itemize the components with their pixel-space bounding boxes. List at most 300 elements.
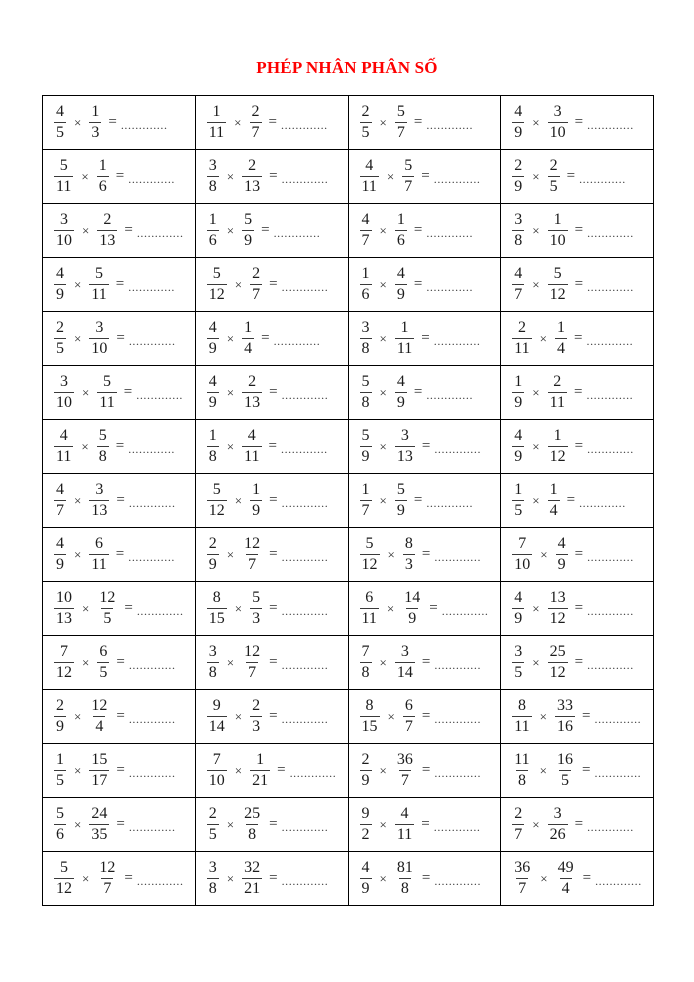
problem-row	[43, 420, 653, 474]
denominator-1: 13	[56, 610, 72, 627]
multiply-icon: ×	[379, 114, 387, 130]
denominator-2: 7	[103, 880, 112, 897]
equals-sign: =	[261, 222, 270, 238]
numerator-1: 3	[361, 319, 370, 337]
fraction-1	[512, 697, 531, 736]
answer-blank: .............	[434, 874, 482, 888]
problem-cell	[196, 744, 349, 797]
denominator-2: 3	[252, 610, 261, 627]
problem-cell	[43, 798, 196, 851]
numerator-1: 8	[517, 697, 526, 715]
equals-sign: =	[574, 546, 584, 562]
equals-sign: =	[429, 600, 438, 616]
numerator-1: 5	[365, 535, 374, 553]
numerator-1: 3	[514, 643, 523, 661]
fraction-1	[54, 589, 74, 628]
answer-blank: .............	[587, 280, 634, 294]
denominator-1: 8	[208, 664, 217, 681]
numerator-2: 5	[98, 427, 107, 445]
problem-cell	[43, 258, 196, 311]
fraction-2	[242, 373, 262, 412]
answer-blank: .............	[587, 550, 634, 564]
answer-blank: .............	[433, 334, 481, 348]
fraction-2	[402, 157, 414, 196]
denominator-2: 6	[396, 232, 405, 249]
equals-sign: =	[574, 276, 584, 292]
denominator-1: 9	[361, 448, 370, 465]
multiply-icon: ×	[226, 222, 235, 238]
fraction-1	[54, 697, 66, 736]
equals-sign: =	[421, 762, 431, 778]
denominator-2: 13	[244, 178, 261, 195]
problem-cell	[349, 798, 502, 851]
problem-cell	[43, 366, 196, 419]
problem-cell	[196, 582, 349, 635]
problem-cell	[43, 150, 196, 203]
worksheet-title: PHÉP NHÂN PHÂN SỐ	[256, 58, 438, 77]
denominator-1: 7	[361, 502, 370, 519]
denominator-2: 35	[91, 826, 108, 843]
fraction-1	[207, 805, 219, 844]
fraction-2	[395, 427, 415, 466]
fraction-1	[54, 427, 73, 466]
numerator-2: 3	[95, 319, 104, 337]
problem-row	[43, 636, 653, 690]
denominator-1: 8	[208, 448, 217, 465]
denominator-2: 13	[244, 394, 261, 411]
denominator-1: 8	[361, 664, 370, 681]
numerator-1: 3	[514, 211, 523, 229]
denominator-2: 13	[99, 232, 116, 249]
denominator-1: 8	[208, 178, 217, 195]
numerator-1: 4	[361, 211, 370, 229]
multiply-icon: ×	[81, 168, 89, 184]
equals-sign: =	[269, 168, 278, 184]
answer-blank: .............	[426, 496, 474, 510]
multiply-icon: ×	[74, 276, 82, 292]
fraction-2	[97, 373, 116, 412]
numerator-1: 4	[56, 481, 64, 499]
problem-cell	[349, 96, 502, 149]
fraction-1	[54, 535, 66, 574]
denominator-1: 8	[514, 232, 523, 249]
fraction-2	[548, 157, 560, 196]
denominator-1: 7	[56, 502, 64, 519]
fraction-1	[54, 805, 66, 844]
denominator-2: 10	[91, 340, 108, 357]
fraction-1	[54, 157, 73, 196]
equals-sign: =	[574, 654, 584, 670]
numerator-2: 5	[396, 481, 405, 499]
numerator-1: 1	[212, 103, 221, 121]
numerator-1: 3	[60, 373, 68, 391]
problem-cell	[43, 852, 196, 905]
multiply-icon: ×	[226, 546, 235, 562]
fraction-1	[512, 103, 524, 142]
answer-blank: .............	[281, 550, 329, 564]
equals-sign: =	[115, 168, 125, 184]
denominator-1: 5	[56, 124, 64, 141]
numerator-1: 5	[56, 805, 64, 823]
answer-blank: .............	[128, 172, 176, 186]
denominator-2: 7	[248, 664, 257, 681]
fraction-1	[360, 427, 372, 466]
problem-row	[43, 150, 653, 204]
equals-sign: =	[421, 654, 431, 670]
denominator-1: 5	[514, 502, 523, 519]
answer-blank: .............	[594, 712, 642, 726]
equals-sign: =	[116, 330, 125, 346]
fraction-2	[242, 805, 262, 844]
denominator-2: 8	[98, 448, 107, 465]
answer-blank: .............	[441, 604, 489, 618]
multiply-icon: ×	[74, 330, 82, 346]
fraction-2	[250, 265, 262, 304]
problem-row	[43, 690, 653, 744]
fraction-1	[207, 265, 227, 304]
equals-sign: =	[269, 600, 278, 616]
denominator-2: 5	[549, 178, 558, 195]
answer-blank: .............	[594, 766, 642, 780]
numerator-1: 5	[361, 373, 370, 391]
fraction-2	[89, 751, 109, 790]
fraction-1	[54, 481, 66, 520]
equals-sign: =	[421, 708, 431, 724]
fraction-1	[207, 697, 227, 736]
denominator-1: 15	[208, 610, 225, 627]
numerator-2: 5	[244, 211, 253, 229]
fraction-1	[54, 859, 74, 898]
numerator-2: 13	[549, 589, 566, 607]
denominator-1: 9	[56, 718, 64, 735]
denominator-2: 21	[244, 880, 261, 897]
answer-blank: .............	[281, 604, 329, 618]
equals-sign: =	[123, 384, 133, 400]
multiply-icon: ×	[82, 384, 90, 400]
denominator-1: 9	[514, 610, 523, 627]
numerator-2: 4	[247, 427, 256, 445]
problem-row	[43, 528, 653, 582]
equals-sign: =	[582, 870, 592, 886]
equals-sign: =	[269, 492, 278, 508]
fraction-2	[89, 103, 101, 142]
numerator-1: 4	[56, 265, 64, 283]
equals-sign: =	[115, 276, 125, 292]
fraction-2	[548, 427, 568, 466]
multiply-icon: ×	[539, 708, 547, 724]
denominator-1: 7	[361, 232, 370, 249]
denominator-2: 7	[251, 124, 260, 141]
numerator-2: 12	[244, 535, 261, 553]
answer-blank: .............	[281, 820, 329, 834]
problem-cell	[196, 150, 349, 203]
denominator-2: 7	[252, 286, 261, 303]
fraction-1	[207, 427, 219, 466]
fraction-2	[548, 589, 568, 628]
multiply-icon: ×	[539, 330, 547, 346]
multiply-icon: ×	[234, 600, 243, 616]
multiply-icon: ×	[387, 546, 395, 562]
numerator-2: 1	[549, 481, 558, 499]
answer-blank: .............	[281, 172, 329, 186]
numerator-2: 25	[549, 643, 566, 661]
numerator-2: 49	[557, 859, 574, 877]
numerator-2: 1	[252, 481, 261, 499]
multiply-icon: ×	[74, 114, 82, 130]
equals-sign: =	[566, 168, 576, 184]
multiply-icon: ×	[234, 114, 242, 130]
numerator-1: 2	[514, 157, 523, 175]
answer-blank: .............	[136, 388, 184, 402]
problem-row	[43, 312, 653, 366]
numerator-1: 1	[361, 265, 370, 283]
denominator-1: 5	[56, 340, 64, 357]
answer-blank: .............	[128, 766, 176, 780]
fraction-2	[556, 859, 576, 898]
fraction-2	[97, 157, 109, 196]
multiply-icon: ×	[226, 816, 235, 832]
numerator-2: 12	[99, 859, 116, 877]
answer-blank: .............	[426, 280, 474, 294]
multiply-icon: ×	[234, 762, 243, 778]
numerator-1: 4	[208, 319, 217, 337]
numerator-2: 81	[396, 859, 413, 877]
denominator-1: 6	[361, 286, 370, 303]
denominator-2: 16	[557, 718, 573, 735]
denominator-1: 7	[518, 880, 527, 897]
problem-row	[43, 96, 653, 150]
fraction-2	[395, 481, 407, 520]
problem-cell	[349, 150, 502, 203]
multiply-icon: ×	[226, 870, 235, 886]
denominator-1: 7	[514, 286, 523, 303]
equals-sign: =	[413, 492, 423, 508]
fraction-2	[242, 859, 262, 898]
answer-blank: .............	[587, 226, 634, 240]
denominator-2: 9	[396, 394, 405, 411]
denominator-2: 21	[252, 772, 269, 789]
problem-cell	[501, 528, 653, 581]
fraction-2	[395, 103, 407, 142]
equals-sign: =	[269, 654, 278, 670]
denominator-1: 11	[514, 340, 530, 357]
equals-sign: =	[116, 762, 125, 778]
problem-cell	[501, 744, 653, 797]
answer-blank: .............	[281, 712, 329, 726]
numerator-1: 4	[514, 427, 523, 445]
denominator-1: 12	[56, 880, 72, 897]
fraction-1	[207, 643, 219, 682]
fraction-2	[403, 535, 415, 574]
answer-blank: .............	[128, 442, 176, 456]
denominator-2: 12	[549, 610, 566, 627]
problem-cell	[501, 582, 653, 635]
answer-blank: .............	[281, 388, 329, 402]
answer-blank: .............	[136, 874, 184, 888]
denominator-2: 7	[396, 124, 405, 141]
multiply-icon: ×	[379, 330, 387, 346]
denominator-2: 5	[99, 664, 108, 681]
denominator-1: 8	[361, 340, 370, 357]
fraction-1	[360, 373, 372, 412]
denominator-2: 3	[252, 718, 261, 735]
numerator-1: 1	[56, 751, 64, 769]
problem-cell	[43, 582, 196, 635]
answer-blank: .............	[434, 658, 482, 672]
denominator-1: 12	[56, 664, 72, 681]
denominator-2: 10	[549, 232, 566, 249]
equals-sign: =	[268, 114, 277, 130]
fraction-1	[512, 589, 524, 628]
fraction-2	[548, 265, 568, 304]
fraction-1	[207, 481, 227, 520]
numerator-1: 4	[514, 103, 523, 121]
fraction-2	[89, 319, 109, 358]
denominator-1: 9	[56, 286, 64, 303]
multiply-icon: ×	[532, 654, 540, 670]
numerator-2: 1	[557, 319, 565, 337]
problem-cell	[43, 744, 196, 797]
numerator-2: 12	[99, 589, 116, 607]
equals-sign: =	[269, 276, 278, 292]
fraction-2	[250, 589, 262, 628]
denominator-2: 8	[400, 880, 409, 897]
equals-sign: =	[116, 816, 125, 832]
problem-cell	[43, 420, 196, 473]
multiply-icon: ×	[226, 168, 235, 184]
problem-cell	[501, 366, 653, 419]
fraction-1	[360, 481, 372, 520]
denominator-1: 12	[208, 286, 225, 303]
fraction-2	[250, 103, 262, 142]
numerator-1: 9	[212, 697, 221, 715]
fraction-2	[242, 211, 254, 250]
numerator-1: 5	[59, 157, 68, 175]
denominator-2: 5	[103, 610, 112, 627]
numerator-1: 3	[60, 211, 68, 229]
denominator-2: 10	[549, 124, 566, 141]
numerator-2: 2	[251, 103, 260, 121]
equals-sign: =	[269, 384, 278, 400]
denominator-1: 9	[361, 880, 370, 897]
answer-blank: .............	[280, 118, 328, 132]
numerator-2: 5	[103, 373, 112, 391]
denominator-2: 14	[396, 664, 413, 681]
numerator-2: 5	[553, 265, 562, 283]
multiply-icon: ×	[82, 600, 90, 616]
answer-blank: .............	[128, 712, 176, 726]
numerator-1: 3	[208, 157, 217, 175]
numerator-1: 2	[208, 535, 217, 553]
numerator-1: 5	[212, 265, 221, 283]
problem-cell	[43, 528, 196, 581]
denominator-1: 5	[514, 664, 523, 681]
denominator-1: 9	[208, 394, 217, 411]
numerator-2: 36	[396, 751, 413, 769]
multiply-icon: ×	[82, 654, 90, 670]
answer-blank: .............	[579, 172, 626, 186]
denominator-2: 3	[404, 556, 413, 573]
answer-blank: .............	[434, 442, 482, 456]
problem-cell	[349, 474, 502, 527]
denominator-1: 9	[514, 394, 523, 411]
numerator-1: 36	[514, 859, 531, 877]
equals-sign: =	[421, 870, 431, 886]
denominator-1: 9	[514, 178, 523, 195]
equals-sign: =	[116, 492, 125, 508]
problem-cell	[501, 852, 653, 905]
fraction-1	[360, 157, 379, 196]
answer-blank: .............	[433, 172, 481, 186]
fraction-2	[97, 643, 109, 682]
numerator-1: 4	[514, 265, 523, 283]
answer-blank: .............	[136, 226, 184, 240]
equals-sign: =	[574, 384, 583, 400]
multiply-icon: ×	[532, 168, 540, 184]
fraction-1	[54, 265, 66, 304]
answer-blank: .............	[426, 388, 474, 402]
equals-sign: =	[574, 330, 583, 346]
answer-blank: .............	[128, 280, 176, 294]
answer-blank: .............	[128, 334, 176, 348]
denominator-2: 9	[557, 556, 566, 573]
problem-cell	[501, 150, 653, 203]
denominator-2: 3	[91, 124, 100, 141]
numerator-1: 5	[60, 859, 68, 877]
fraction-2	[89, 535, 108, 574]
fraction-1	[207, 103, 226, 142]
denominator-2: 4	[561, 880, 570, 897]
equals-sign: =	[269, 870, 278, 886]
denominator-2: 4	[95, 718, 104, 735]
fraction-1	[207, 373, 219, 412]
multiply-icon: ×	[532, 276, 540, 292]
fraction-1	[512, 805, 524, 844]
answer-blank: .............	[586, 388, 634, 402]
numerator-1: 3	[208, 643, 217, 661]
denominator-2: 7	[248, 556, 257, 573]
fraction-2	[395, 319, 414, 358]
multiply-icon: ×	[379, 654, 387, 670]
numerator-2: 1	[244, 319, 253, 337]
denominator-1: 10	[514, 556, 531, 573]
multiply-icon: ×	[226, 330, 235, 346]
fraction-1	[360, 319, 372, 358]
fraction-2	[242, 535, 262, 574]
answer-blank: .............	[595, 874, 642, 888]
problem-cell	[501, 258, 653, 311]
multiply-icon: ×	[386, 600, 395, 616]
numerator-2: 1	[91, 103, 100, 121]
problem-cell	[349, 636, 502, 689]
multiply-icon: ×	[532, 492, 540, 508]
denominator-2: 11	[396, 340, 413, 357]
answer-blank: .............	[273, 334, 321, 348]
numerator-1: 2	[56, 319, 64, 337]
fraction-1	[512, 427, 524, 466]
numerator-2: 5	[404, 157, 413, 175]
denominator-1: 7	[514, 826, 523, 843]
answer-blank: .............	[587, 604, 634, 618]
fraction-2	[89, 265, 108, 304]
problem-cell	[196, 96, 349, 149]
numerator-2: 3	[400, 427, 409, 445]
equals-sign: =	[124, 870, 133, 886]
numerator-2: 14	[404, 589, 421, 607]
numerator-2: 3	[553, 103, 562, 121]
fraction-1	[360, 265, 372, 304]
equals-sign: =	[261, 330, 270, 346]
